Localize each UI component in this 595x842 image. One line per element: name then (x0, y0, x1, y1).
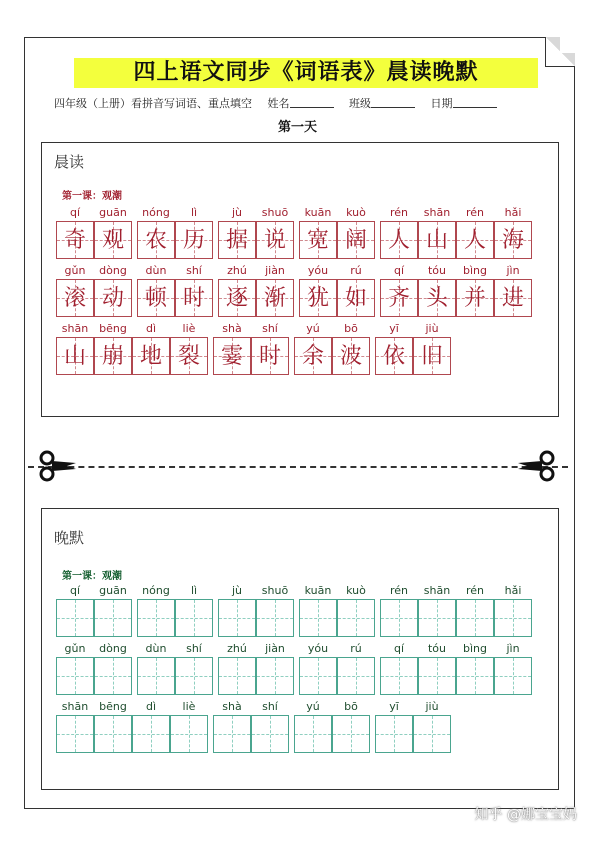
pinyin-syllable: lì (190, 206, 198, 219)
date-field[interactable] (431, 96, 497, 112)
pinyin-syllable: shí (262, 322, 278, 335)
pinyin-syllable: qí (393, 264, 405, 277)
writing-cell[interactable] (170, 715, 208, 753)
writing-cell[interactable] (494, 657, 532, 695)
pinyin-syllable: shuō (261, 584, 289, 597)
pinyin-syllable: guān (99, 206, 127, 219)
character-cell (299, 221, 337, 259)
pinyin-syllable: yóu (307, 264, 329, 277)
writing-cell[interactable] (213, 715, 251, 753)
character-cell (251, 337, 289, 375)
pinyin-syllable: kuò (346, 584, 366, 597)
chinese-character: 依 (382, 344, 405, 369)
evening-dictation-section (41, 508, 559, 790)
chinese-character: 时 (182, 286, 205, 311)
pinyin-syllable: qí (69, 206, 81, 219)
pinyin-syllable: yú (306, 700, 320, 713)
character-cell (132, 337, 170, 375)
character-cell (494, 221, 532, 259)
chinese-character: 齐 (387, 286, 410, 311)
writing-cell[interactable] (456, 657, 494, 695)
character-cell (337, 221, 375, 259)
date-label: 日期 (430, 97, 453, 110)
name-label: 姓名 (267, 97, 290, 110)
pinyin-syllable: jù (231, 206, 243, 219)
writing-cell[interactable] (337, 657, 375, 695)
writing-cell[interactable] (494, 599, 532, 637)
character-cell (380, 221, 418, 259)
writing-cell[interactable] (332, 715, 370, 753)
pinyin-syllable: shà (222, 700, 242, 713)
pinyin-syllable: jiàn (265, 642, 285, 655)
pinyin-syllable: gǔn (64, 264, 86, 277)
writing-cell[interactable] (299, 657, 337, 695)
pinyin-syllable: tóu (427, 264, 446, 277)
pinyin-syllable: liè (182, 700, 196, 713)
pinyin-syllable: rén (465, 584, 485, 597)
evening-lesson-title: 第一课：观潮 (62, 571, 122, 582)
writing-cell[interactable] (56, 657, 94, 695)
chinese-character: 奇 (63, 228, 86, 253)
character-cell (494, 279, 532, 317)
writing-cell[interactable] (175, 657, 213, 695)
word-group (213, 321, 289, 393)
pinyin-syllable: guān (99, 584, 127, 597)
chinese-character: 人 (387, 228, 410, 253)
pinyin-syllable: shí (262, 700, 278, 713)
pinyin-syllable: jìn (506, 264, 520, 277)
pinyin-syllable: jù (231, 584, 243, 597)
chinese-character: 如 (344, 286, 367, 311)
writing-cell[interactable] (251, 715, 289, 753)
pinyin-syllable: zhú (227, 642, 247, 655)
character-cell (413, 337, 451, 375)
character-cell (170, 337, 208, 375)
character-cell (218, 279, 256, 317)
word-group (213, 699, 289, 771)
chinese-character: 山 (63, 344, 86, 369)
pinyin-syllable: dòng (99, 642, 127, 655)
character-cell (456, 279, 494, 317)
chinese-character: 人 (463, 228, 486, 253)
pinyin-syllable: qí (393, 642, 405, 655)
pinyin-syllable: dùn (145, 642, 167, 655)
pinyin-syllable: yī (389, 700, 399, 713)
pinyin-syllable: hǎi (504, 206, 522, 219)
writing-cell[interactable] (218, 657, 256, 695)
writing-cell[interactable] (137, 657, 175, 695)
evening-heading: 晚默 (54, 529, 85, 547)
chinese-character: 海 (501, 228, 524, 253)
pinyin-syllable: nóng (142, 206, 170, 219)
pinyin-syllable: hǎi (504, 584, 522, 597)
chinese-character: 进 (501, 286, 524, 311)
pinyin-syllable: jìn (506, 642, 520, 655)
writing-cell[interactable] (299, 599, 337, 637)
chinese-character: 历 (182, 228, 205, 253)
chinese-character: 时 (258, 344, 281, 369)
chinese-character: 并 (463, 286, 486, 311)
character-cell (94, 279, 132, 317)
chinese-character: 农 (144, 228, 167, 253)
character-cell (94, 221, 132, 259)
pinyin-syllable: tóu (427, 642, 446, 655)
word-group (294, 699, 370, 771)
pinyin-syllable: jiù (425, 700, 439, 713)
character-cell (418, 279, 456, 317)
character-cell (137, 221, 175, 259)
pinyin-syllable: shuō (261, 206, 289, 219)
class-label: 班级 (349, 97, 371, 110)
writing-cell[interactable] (137, 599, 175, 637)
character-cell (94, 337, 132, 375)
chinese-character: 逐 (225, 286, 248, 311)
pinyin-syllable: qí (69, 584, 81, 597)
pinyin-syllable: gǔn (64, 642, 86, 655)
chinese-character: 波 (339, 344, 362, 369)
writing-cell[interactable] (56, 715, 94, 753)
subtitle-text: 四年级（上册）看拼音写词语、重点填空 (54, 97, 252, 110)
character-cell (380, 279, 418, 317)
pinyin-syllable: jiù (425, 322, 439, 335)
character-cell (299, 279, 337, 317)
pinyin-syllable: bìng (463, 642, 487, 655)
writing-cell[interactable] (380, 599, 418, 637)
morning-reading-section (41, 142, 559, 417)
pinyin-syllable: yī (389, 322, 399, 335)
character-cell (56, 221, 94, 259)
character-cell (294, 337, 332, 375)
chinese-character: 动 (101, 286, 124, 311)
writing-cell[interactable] (56, 599, 94, 637)
chinese-character: 说 (263, 228, 286, 253)
pinyin-syllable: yóu (307, 642, 329, 655)
pinyin-syllable: shān (61, 322, 89, 335)
word-group (375, 699, 451, 771)
pinyin-syllable: rú (350, 642, 362, 655)
chinese-character: 余 (301, 344, 324, 369)
pinyin-syllable: dì (145, 322, 157, 335)
character-cell (213, 337, 251, 375)
chinese-character: 宽 (306, 228, 329, 253)
pinyin-syllable: rén (465, 206, 485, 219)
writing-cell[interactable] (94, 599, 132, 637)
pinyin-syllable: jiàn (265, 264, 285, 277)
worksheet-subtitle (54, 96, 554, 112)
character-cell (418, 221, 456, 259)
pinyin-syllable: rú (350, 264, 362, 277)
chinese-character: 地 (139, 344, 162, 369)
pinyin-syllable: yú (306, 322, 320, 335)
pinyin-syllable: kuò (346, 206, 366, 219)
pinyin-syllable: rén (389, 584, 409, 597)
character-cell (175, 279, 213, 317)
writing-cell[interactable] (94, 657, 132, 695)
pinyin-syllable: shí (186, 264, 202, 277)
cut-line (28, 466, 568, 468)
pinyin-syllable: bìng (463, 264, 487, 277)
writing-cell[interactable] (418, 599, 456, 637)
pinyin-syllable: shān (423, 206, 451, 219)
chinese-character: 据 (225, 228, 248, 253)
writing-cell[interactable] (418, 657, 456, 695)
writing-cell[interactable] (413, 715, 451, 753)
character-cell (256, 279, 294, 317)
writing-cell[interactable] (218, 599, 256, 637)
pinyin-syllable: shà (222, 322, 242, 335)
writing-cell[interactable] (294, 715, 332, 753)
character-cell (456, 221, 494, 259)
chinese-character: 山 (425, 228, 448, 253)
chinese-character: 渐 (263, 286, 286, 311)
watermark: 知乎 @娜宝宝妈 (474, 807, 577, 823)
character-cell (56, 337, 94, 375)
writing-cell[interactable] (132, 715, 170, 753)
pinyin-syllable: bō (344, 322, 358, 335)
pinyin-syllable: shān (61, 700, 89, 713)
character-cell (137, 279, 175, 317)
pinyin-syllable: bēng (99, 322, 127, 335)
writing-cell[interactable] (256, 657, 294, 695)
chinese-character: 犹 (306, 286, 329, 311)
pinyin-syllable: kuān (304, 584, 332, 597)
writing-cell[interactable] (375, 715, 413, 753)
name-field[interactable] (268, 96, 334, 112)
writing-cell[interactable] (380, 657, 418, 695)
pinyin-syllable: lì (190, 584, 198, 597)
scissors-icon (516, 450, 556, 482)
chinese-character: 霎 (220, 344, 243, 369)
character-cell (337, 279, 375, 317)
character-cell (256, 221, 294, 259)
morning-lesson-title: 第一课：观潮 (62, 191, 122, 202)
character-cell (56, 279, 94, 317)
pinyin-syllable: kuān (304, 206, 332, 219)
chinese-character: 顿 (144, 286, 167, 311)
writing-cell[interactable] (456, 599, 494, 637)
word-group (56, 321, 208, 393)
pinyin-syllable: dòng (99, 264, 127, 277)
chinese-character: 阔 (344, 228, 367, 253)
chinese-character: 旧 (420, 344, 443, 369)
character-cell (218, 221, 256, 259)
morning-heading: 晨读 (54, 153, 85, 171)
worksheet-title: 四上语文同步《词语表》晨读晚默 (74, 58, 538, 88)
chinese-character: 观 (101, 228, 124, 253)
chinese-character: 崩 (101, 344, 124, 369)
pinyin-syllable: bēng (99, 700, 127, 713)
writing-cell[interactable] (175, 599, 213, 637)
pinyin-syllable: shān (423, 584, 451, 597)
pinyin-syllable: shí (186, 642, 202, 655)
writing-cell[interactable] (256, 599, 294, 637)
writing-cell[interactable] (94, 715, 132, 753)
pinyin-syllable: nóng (142, 584, 170, 597)
pinyin-syllable: bō (344, 700, 358, 713)
pinyin-syllable: dùn (145, 264, 167, 277)
pinyin-syllable: dì (145, 700, 157, 713)
day-label: 第一天 (277, 120, 317, 135)
chinese-character: 滚 (63, 286, 86, 311)
character-cell (175, 221, 213, 259)
chinese-character: 裂 (177, 344, 200, 369)
scissors-icon (38, 450, 78, 482)
word-group (294, 321, 370, 393)
word-group (56, 699, 208, 771)
pinyin-syllable: zhú (227, 264, 247, 277)
character-cell (332, 337, 370, 375)
word-group (375, 321, 451, 393)
chinese-character: 头 (425, 286, 448, 311)
pinyin-syllable: liè (182, 322, 196, 335)
character-cell (375, 337, 413, 375)
pinyin-syllable: rén (389, 206, 409, 219)
writing-cell[interactable] (337, 599, 375, 637)
class-field[interactable] (349, 96, 415, 112)
